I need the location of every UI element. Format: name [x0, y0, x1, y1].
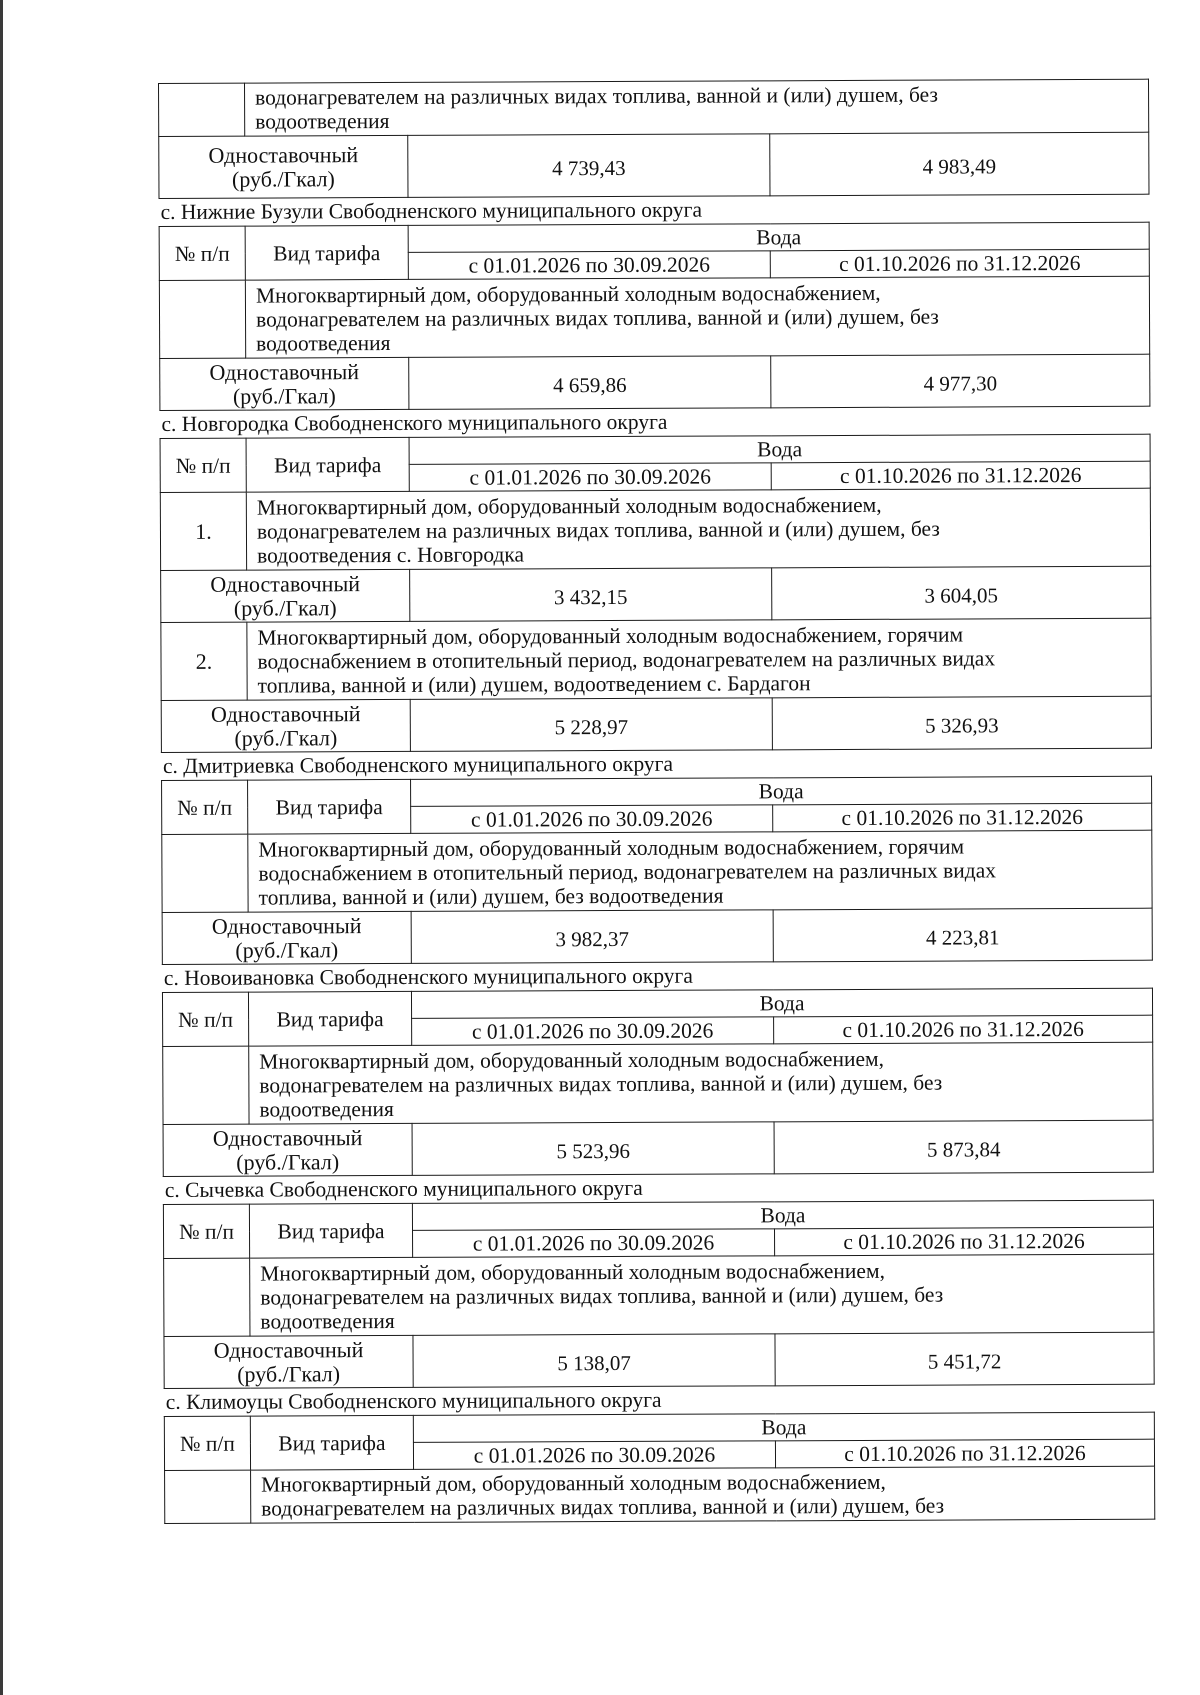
housing-description: [251, 1466, 1155, 1523]
tariff-unit: (руб./Гкал): [236, 1148, 340, 1175]
tariff-type: [163, 1123, 412, 1176]
header-row-number: № п/п: [159, 226, 245, 280]
description-line: Многоквартирный дом, оборудованный холодным водоснабжением,: [256, 492, 882, 520]
tariff-unit: (руб./Гкал): [233, 594, 337, 621]
header-period-2: с 01.10.2026 по 31.12.2026: [771, 461, 1150, 490]
header-row-number: № п/п: [162, 780, 248, 834]
description-line: водонагревателем на различных видах топлива, ванной и (или) душем, без: [255, 82, 938, 110]
header-period-1: с 01.01.2026 по 30.09.2026: [413, 1229, 775, 1258]
description-line: Многоквартирный дом, оборудованный холодным водоснабжением,: [259, 1046, 885, 1074]
header-tariff-type: Вид тарифа: [248, 779, 411, 834]
header-period-1: с 01.01.2026 по 30.09.2026: [411, 805, 773, 834]
row-number: [163, 1046, 249, 1124]
housing-description: [245, 276, 1149, 358]
section-title: с. Климоуцы Свободненского муниципального округа: [165, 1387, 662, 1414]
header-tariff-type: Вид тарифа: [249, 1203, 412, 1258]
tariff-type: [161, 699, 410, 752]
header-row-number: № п/п: [160, 438, 246, 492]
tariff-type: [160, 357, 409, 410]
description-line: водоотведения: [256, 330, 391, 356]
tariff-value-period-2: 3 604,05: [772, 566, 1151, 620]
row-number: [159, 280, 245, 358]
tariff-unit: (руб./Гкал): [235, 936, 339, 963]
tariff-name: Одноставочный: [208, 141, 359, 168]
description-line: водоотведения: [260, 1308, 395, 1334]
description-line: Многоквартирный дом, оборудованный холодным водоснабжением,: [255, 280, 881, 308]
tariff-table: [164, 1412, 1155, 1524]
tariff-type: [161, 569, 410, 622]
description-line: водонагревателем на различных видах топлива, ванной и (или) душем, без: [256, 516, 940, 544]
header-period-2: с 01.10.2026 по 31.12.2026: [773, 803, 1152, 832]
top-fragment-table: [158, 79, 1149, 199]
tariff-value-period-2: 5 326,93: [772, 696, 1151, 750]
header-period-2: с 01.10.2026 по 31.12.2026: [774, 1015, 1153, 1044]
tariff-value-period-1: 4 739,43: [408, 134, 770, 198]
tariff-unit: (руб./Гкал): [237, 1360, 341, 1387]
header-period-1: с 01.01.2026 по 30.09.2026: [409, 463, 771, 492]
header-water: Вода: [412, 1200, 1153, 1230]
description-line: Многоквартирный дом, оборудованный холодным водоснабжением,: [260, 1258, 885, 1286]
housing-description: [245, 79, 1149, 136]
description-line: Многоквартирный дом, оборудованный холодным водоснабжением, горячим: [257, 621, 964, 650]
document-page: [158, 79, 1154, 1524]
row-number: 2.: [161, 622, 247, 700]
tariff-value-period-1: 5 228,97: [410, 698, 772, 752]
header-period-2: с 01.10.2026 по 31.12.2026: [775, 1227, 1154, 1256]
header-tariff-type: Вид тарифа: [246, 437, 409, 492]
housing-description: [248, 830, 1152, 912]
row-number: [159, 83, 245, 136]
tariff-value-period-1: 5 523,96: [412, 1122, 774, 1176]
header-period-1: с 01.01.2026 по 30.09.2026: [413, 1441, 775, 1470]
tariff-value-period-2: 5 873,84: [774, 1120, 1153, 1174]
header-row-number: № п/п: [163, 1204, 249, 1258]
description-line: водоснабжением в отопительный период, водонагревателем на различных видах: [258, 857, 997, 886]
tariff-name: Одноставочный: [213, 1336, 364, 1363]
description-line: водонагревателем на различных видах топлива, ванной и (или) душем, без: [259, 1070, 943, 1098]
tariff-table: [163, 1200, 1155, 1389]
tariff-value-period-1: 4 659,86: [409, 356, 771, 410]
tariff-value-period-2: 4 223,81: [773, 908, 1152, 962]
tariff-value-period-1: 5 138,07: [413, 1334, 775, 1388]
scan-edge: [0, 0, 3, 1695]
description-line: Многоквартирный дом, оборудованный холодным водоснабжением, горячим: [258, 833, 965, 862]
section-title: с. Сычевка Свободненского муниципального округа: [164, 1175, 643, 1202]
header-row-number: № п/п: [164, 1416, 250, 1470]
tariff-name: Одноставочный: [209, 358, 360, 385]
tariff-value-period-2: 4 977,30: [771, 354, 1150, 408]
description-line: водоотведения: [259, 1096, 394, 1122]
tariff-type: [162, 911, 411, 964]
description-line: Многоквартирный дом, оборудованный холодным водоснабжением,: [261, 1469, 886, 1497]
tariff-value-period-2: 4 983,49: [770, 132, 1149, 196]
header-period-2: с 01.10.2026 по 31.12.2026: [770, 249, 1149, 278]
description-line: водоснабжением в отопительный период, водонагревателем на различных видах: [257, 645, 996, 674]
header-period-2: с 01.10.2026 по 31.12.2026: [775, 1439, 1154, 1468]
header-tariff-type: Вид тарифа: [248, 991, 411, 1046]
header-tariff-type: Вид тарифа: [250, 1415, 413, 1470]
description-line: водонагревателем на различных видах топлива, ванной и (или) душем, без: [261, 1493, 945, 1521]
tariff-value-period-1: 3 982,37: [411, 910, 773, 964]
header-water: Вода: [408, 222, 1149, 252]
row-number: [164, 1258, 250, 1336]
tariff-table: [159, 222, 1151, 411]
tariff-table: [161, 776, 1153, 965]
housing-description: [250, 1254, 1154, 1336]
description-line: водонагревателем на различных видах топлива, ванной и (или) душем, без: [255, 304, 939, 332]
description-line: топлива, ванной и (или) душем, без водоотведения: [258, 883, 724, 910]
row-number: [162, 834, 248, 912]
tariff-name: Одноставочный: [210, 570, 361, 597]
tariff-name: Одноставочный: [212, 1124, 363, 1151]
tariff-table: [162, 988, 1154, 1177]
tariff-name: Одноставочный: [211, 912, 362, 939]
tariff-name: Одноставочный: [210, 700, 361, 727]
section-title: с. Новгородка Свободненского муниципального округа: [161, 409, 668, 436]
description-line: водонагревателем на различных видах топлива, ванной и (или) душем, без: [260, 1282, 944, 1310]
header-row-number: № п/п: [162, 992, 248, 1046]
housing-description: [247, 618, 1151, 700]
tariff-value-period-2: 5 451,72: [775, 1332, 1154, 1386]
header-water: Вода: [411, 988, 1152, 1018]
header-water: Вода: [409, 434, 1150, 464]
housing-description: [246, 488, 1150, 570]
header-period-1: с 01.01.2026 по 30.09.2026: [408, 251, 770, 280]
header-water: Вода: [411, 776, 1152, 806]
housing-description: [249, 1042, 1153, 1124]
tariff-unit: (руб./Гкал): [231, 165, 335, 192]
description-line: водоотведения с. Новгородка: [257, 541, 525, 568]
description-line: водоотведения: [255, 108, 390, 134]
header-period-1: с 01.01.2026 по 30.09.2026: [412, 1017, 774, 1046]
description-line: топлива, ванной и (или) душем, водоотведением с. Бардагон: [257, 670, 811, 698]
tariff-type: [164, 1335, 413, 1388]
tariff-type: [159, 135, 408, 198]
row-number: [165, 1470, 251, 1523]
tariff-unit: (руб./Гкал): [232, 382, 336, 409]
row-number: 1.: [160, 492, 246, 570]
tariff-table: [160, 434, 1152, 753]
section-title: с. Нижние Бузули Свободненского муниципального округа: [160, 197, 703, 224]
tariff-unit: (руб./Гкал): [234, 724, 338, 751]
header-tariff-type: Вид тарифа: [245, 225, 408, 280]
section-title: с. Новоивановка Свободненского муниципального округа: [163, 963, 693, 990]
header-water: Вода: [413, 1412, 1154, 1442]
tariff-value-period-1: 3 432,15: [410, 568, 772, 622]
section-title: с. Дмитриевка Свободненского муниципального округа: [162, 751, 674, 778]
